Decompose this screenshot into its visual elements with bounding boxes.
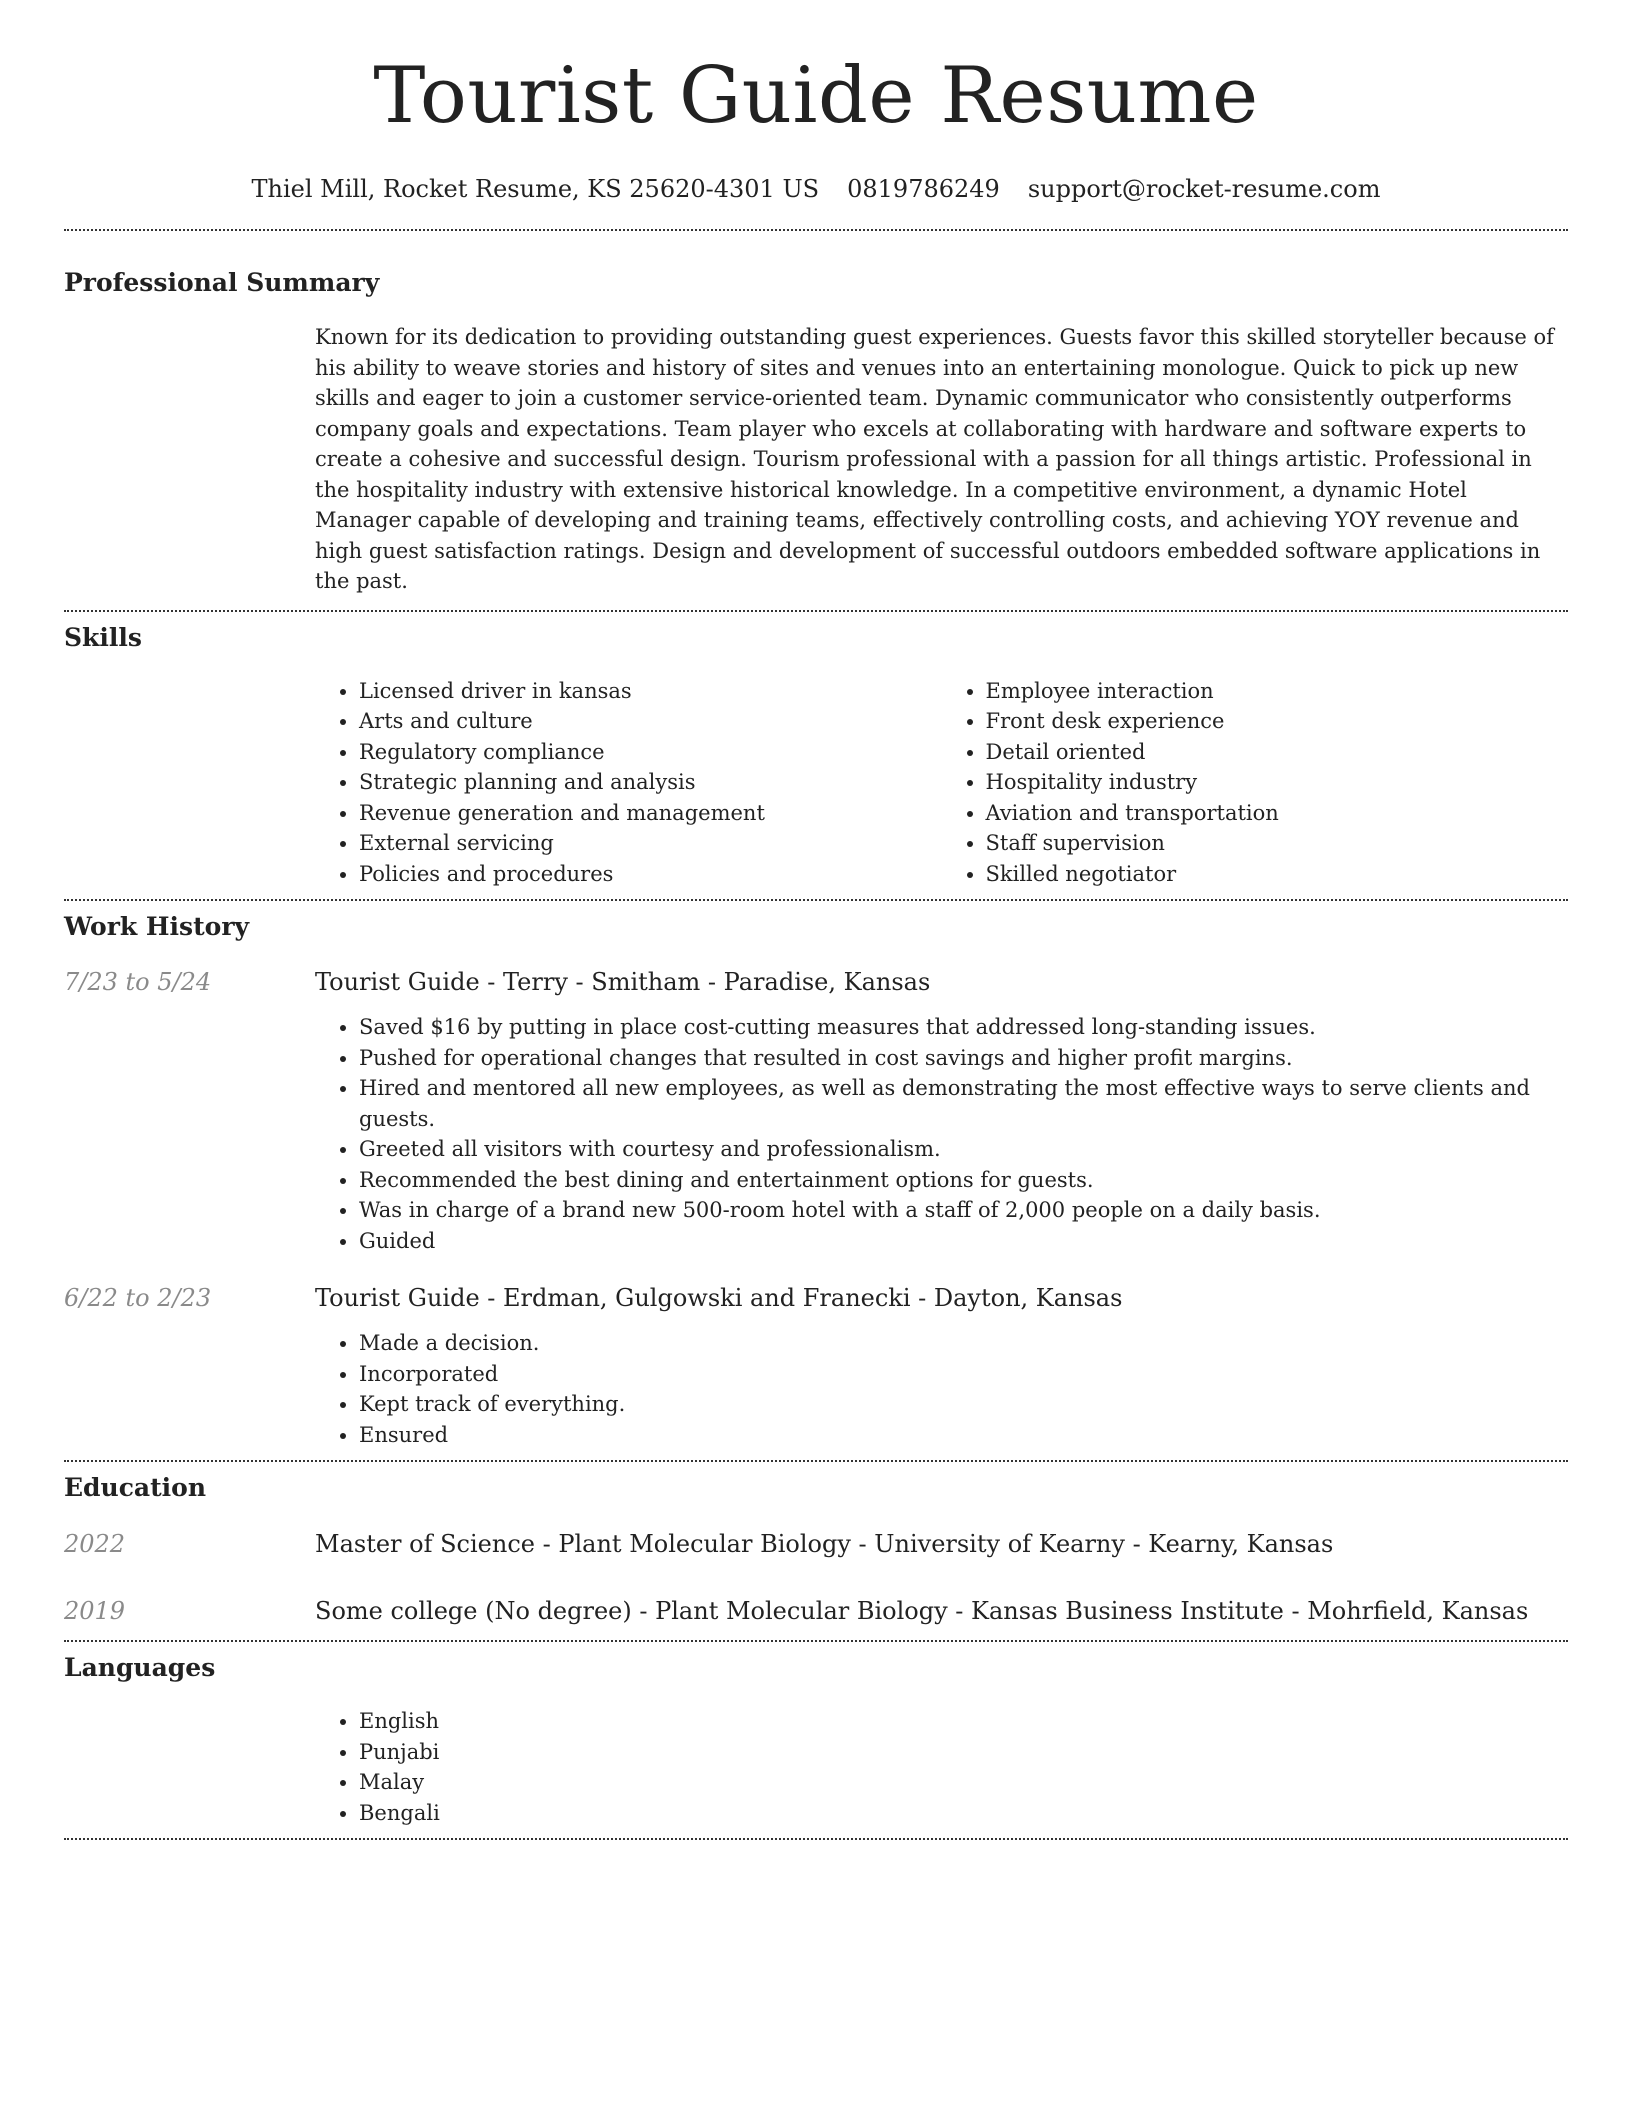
job-entry: [64, 966, 1568, 1256]
summary-heading: Professional Summary: [64, 268, 380, 297]
job-bullet: • Recommended the best dining and entertainment options for guests.: [359, 1165, 1568, 1196]
job-bullets: [315, 1328, 1568, 1450]
job-bullet: • Ensured: [359, 1420, 1568, 1451]
education-year: 2019: [64, 1597, 126, 1625]
education-details: - University of Kearny - Kearny, Kansas: [850, 1530, 1334, 1558]
contact-line: [64, 174, 1568, 204]
job-entry: [64, 1282, 1568, 1450]
contact-phone: 0819786249: [847, 175, 1000, 203]
work-history-section: [64, 912, 1568, 1450]
skills-list-left: [315, 676, 942, 890]
skill-item: • Front desk experience: [986, 706, 1569, 737]
contact-address: Thiel Mill, Rocket Resume, KS 25620-4301 US: [251, 175, 820, 203]
language-item: • Punjabi: [359, 1737, 1568, 1768]
summary-section: [64, 268, 1568, 597]
languages-heading: Languages: [64, 1653, 216, 1682]
job-bullet: • Made a decision.: [359, 1328, 1568, 1359]
job-bullet: • Saved $16 by putting in place cost-cutting measures that addressed long-standing issues.: [359, 1012, 1568, 1043]
section-divider: [64, 1640, 1568, 1642]
languages-section: [64, 1653, 1568, 1828]
section-divider: [64, 1460, 1568, 1462]
section-divider: [64, 229, 1568, 231]
skill-item: • External servicing: [359, 828, 942, 859]
education-heading-line: [315, 1528, 1333, 1560]
resume-page: [64, 0, 1568, 1840]
job-dates: 7/23 to 5/24: [64, 968, 212, 996]
education-entry: [64, 1528, 1568, 1560]
section-divider: [64, 1838, 1568, 1840]
skills-heading: Skills: [64, 622, 142, 652]
education-section: [64, 1473, 1568, 1627]
job-bullet: • Greeted all visitors with courtesy and professionalism.: [359, 1134, 1568, 1165]
job-bullet: • Hired and mentored all new employees, as well as demonstrating the most effective ways to serve clients and guests.: [359, 1073, 1568, 1134]
job-bullet: • Was in charge of a brand new 500-room hotel with a staff of 2,000 people on a daily basis.: [359, 1195, 1568, 1226]
education-degree: Some college (No degree) - Plant Molecular Biology: [315, 1597, 948, 1625]
resume-title: Tourist Guide Resume: [373, 51, 1259, 141]
education-entry: [64, 1595, 1568, 1627]
job-bullets: [315, 1012, 1568, 1256]
skill-item: • Employee interaction: [986, 676, 1569, 707]
job-bullet: • Guided: [359, 1226, 1568, 1257]
education-year: 2022: [64, 1530, 126, 1558]
job-role: Tourist Guide: [315, 968, 480, 996]
education-details: - Kansas Business Institute - Mohrfield, Kansas: [947, 1597, 1529, 1625]
skill-item: • Staff supervision: [986, 828, 1569, 859]
skill-item: • Detail oriented: [986, 737, 1569, 768]
skills-list-right: [942, 676, 1569, 890]
skill-item: • Arts and culture: [359, 706, 942, 737]
language-item: • English: [359, 1706, 1568, 1737]
job-role: Tourist Guide: [315, 1284, 480, 1312]
languages-list: [315, 1706, 1568, 1828]
skill-item: • Regulatory compliance: [359, 737, 942, 768]
job-details: - Erdman, Gulgowski and Franecki - Dayton, Kansas: [479, 1284, 1123, 1312]
language-item: • Malay: [359, 1767, 1568, 1798]
education-degree: Master of Science - Plant Molecular Biology: [315, 1530, 851, 1558]
skill-item: • Aviation and transportation: [986, 798, 1569, 829]
skill-item: • Licensed driver in kansas: [359, 676, 942, 707]
skill-item: • Policies and procedures: [359, 859, 942, 890]
skills-section: [64, 623, 1568, 890]
section-divider: [64, 899, 1568, 901]
job-bullet: • Pushed for operational changes that resulted in cost savings and higher profit margins.: [359, 1043, 1568, 1074]
job-bullet: • Kept track of everything.: [359, 1389, 1568, 1420]
skill-item: • Strategic planning and analysis: [359, 767, 942, 798]
skill-item: • Revenue generation and management: [359, 798, 942, 829]
job-heading: [315, 966, 930, 998]
skill-item: • Skilled negotiator: [986, 859, 1569, 890]
education-heading: Education: [64, 1473, 207, 1502]
summary-text: Known for its dedication to providing outstanding guest experiences. Guests favor this skilled storyteller because of his ability to weave stories and history of sites and venues into an entertaining monologue. Quick to pick up new skills and eager to join a customer service-oriented team. Dynamic communicator who consistently outperforms company goals and expectations. Team player who excels at collaborating with hardware and software experts to create a cohesive and successful design. Tourism professional with a passion for all things artistic. Professional in the hospitality industry with extensive historical knowledge. In a competitive environment, a dynamic Hotel Manager capable of developing and training teams, effectively controlling costs, and achieving YOY revenue and high guest satisfaction ratings. Design and development of successful outdoors embedded software applications in the past.: [315, 325, 1554, 593]
job-details: - Terry - Smitham - Paradise, Kansas: [479, 968, 931, 996]
job-bullet: • Incorporated: [359, 1359, 1568, 1390]
education-heading-line: [315, 1595, 1528, 1627]
language-item: • Bengali: [359, 1798, 1568, 1829]
job-dates: 6/22 to 2/23: [64, 1284, 212, 1312]
section-divider: [64, 610, 1568, 612]
job-heading: [315, 1282, 1122, 1314]
skill-item: • Hospitality industry: [986, 767, 1569, 798]
work-history-heading: Work History: [64, 912, 250, 941]
contact-email[interactable]: support@rocket-resume.com: [1027, 175, 1381, 203]
